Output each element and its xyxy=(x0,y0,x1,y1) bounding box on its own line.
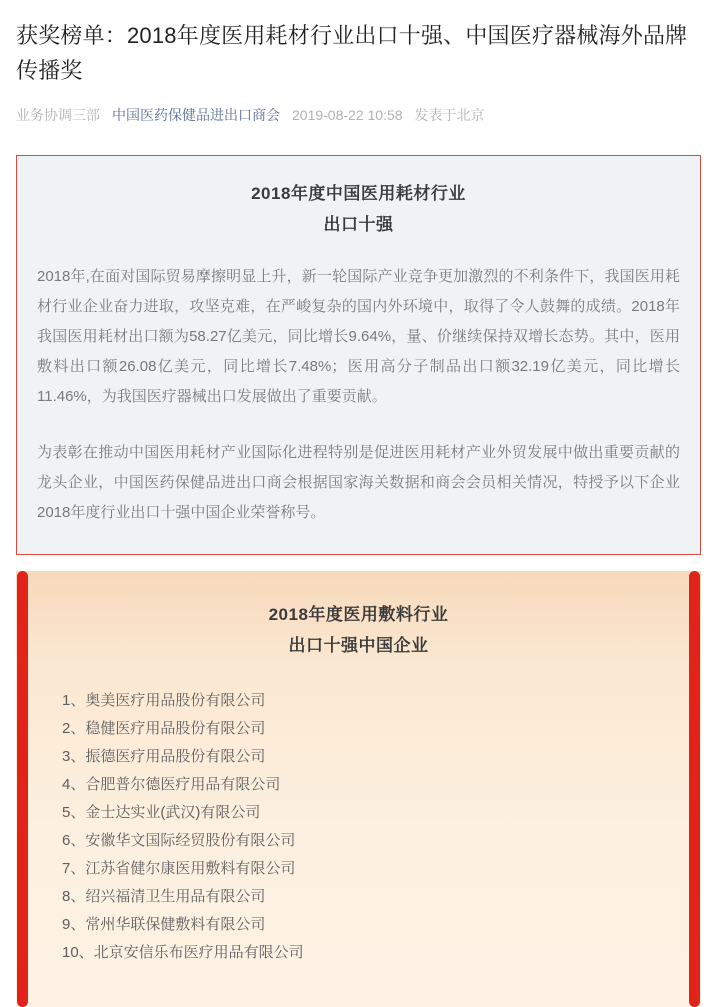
list-item: 7、江苏省健尔康医用敷料有限公司 xyxy=(62,860,296,877)
meta-department: 业务协调三部 xyxy=(16,107,100,123)
dressing-heading-line-2: 出口十强中国企业 xyxy=(288,636,429,655)
list-item: 10、北京安信乐布医疗用品有限公司 xyxy=(62,944,304,961)
list-item: 3、振德医疗用品股份有限公司 xyxy=(62,748,266,765)
list-item: 2、稳健医疗用品股份有限公司 xyxy=(62,720,266,737)
list-item: 1、奥美医疗用品股份有限公司 xyxy=(62,692,266,709)
company-list xyxy=(50,687,667,967)
page-title: 获奖榜单：2018年度医用耗材行业出口十强、中国医疗器械海外品牌传播奖 xyxy=(16,23,688,83)
report-panel-heading xyxy=(37,178,680,240)
dressing-heading-line-1: 2018年度医用敷料行业 xyxy=(268,605,449,624)
list-item: 5、金士达实业(武汉)有限公司 xyxy=(62,804,261,821)
list-item: 9、常州华联保健敷料有限公司 xyxy=(62,916,266,933)
meta-location: 发表于北京 xyxy=(414,107,485,123)
report-paragraph: 为表彰在推动中国医用耗材产业国际化进程特别是促进医用耗材产业外贸发展中做出重要贡献的龙头企业，中国医药保健品进出口商会根据国家海关数据和商会会员相关情况，特授予以下企业2018年度行业出口十强中国企业荣誉称号。 xyxy=(37,444,680,521)
meta-account-link[interactable]: 中国医药保健品进出口商会 xyxy=(112,107,280,123)
article-content xyxy=(0,155,717,1007)
article-header xyxy=(0,0,717,125)
meta-datetime: 2019-08-22 10:58 xyxy=(292,107,403,123)
dressing-panel-heading xyxy=(50,599,667,661)
report-heading-line-1: 2018年度中国医用耗材行业 xyxy=(251,184,466,203)
report-panel-body xyxy=(37,262,680,528)
list-item: 4、合肥普尔德医疗用品有限公司 xyxy=(62,776,281,793)
dressing-award-panel xyxy=(16,571,701,1007)
report-heading-line-2: 出口十强 xyxy=(323,215,394,234)
accent-bar-right xyxy=(689,571,700,1007)
report-panel xyxy=(16,155,701,555)
article-meta xyxy=(16,105,701,125)
report-paragraph: 2018年,在面对国际贸易摩擦明显上升，新一轮国际产业竞争更加激烈的不利条件下，我国医用耗材行业企业奋力进取，攻坚克难，在严峻复杂的国内外环境中，取得了令人鼓舞的成绩。2018年我国医用耗材出口额为58.27亿美元，同比增长9.64%，量、价继续保持双增长态势。其中，医用敷料出口额26.08亿美元，同比增长7.48%；医用高分子制品出口额32.19亿美元，同比增长11.46%，为我国医疗器械出口发展做出了重要贡献。 xyxy=(37,268,680,405)
list-item: 8、绍兴福清卫生用品有限公司 xyxy=(62,888,266,905)
accent-bar-left xyxy=(17,571,28,1007)
list-item: 6、安徽华文国际经贸股份有限公司 xyxy=(62,832,296,849)
